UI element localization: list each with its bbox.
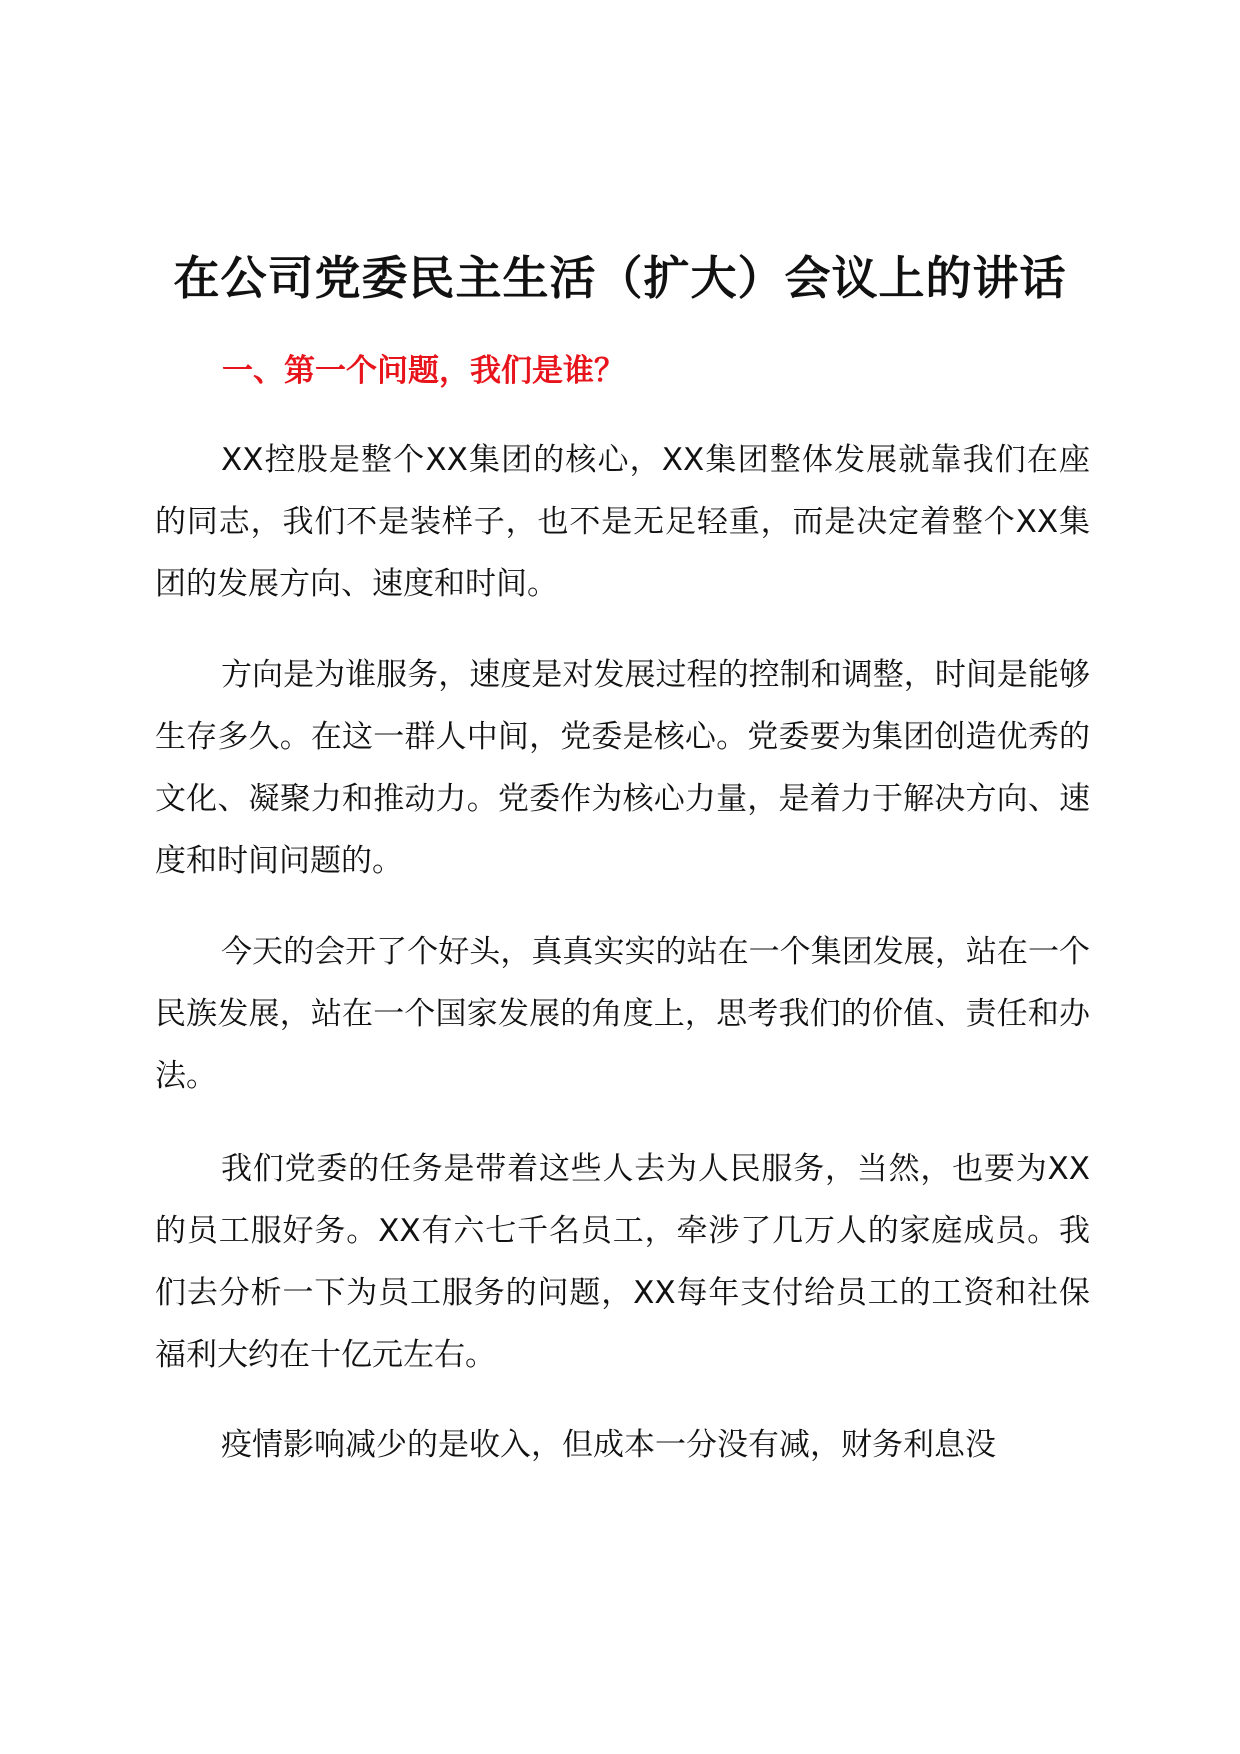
section-heading: 一、第一个问题，我们是谁？ xyxy=(222,353,625,389)
body-paragraph: 方向是为谁服务，速度是对发展过程的控制和调整，时间是能够生存多久。在这一群人中间，党委是核心。党委要为集团创造优秀的文化、凝聚力和推动力。党委作为核心力量，是着力于解决方向、速度和时间问题的。 xyxy=(155,657,1090,879)
body-paragraph: 疫情影响减少的是收入，但成本一分没有减，财务利息没 xyxy=(221,1427,996,1463)
body-paragraph: 我们党委的任务是带着这些人去为人民服务，当然，也要为XX的员工服好务。XX有六七千名员工，牵涉了几万人的家庭成员。我们去分析一下为员工服务的问题，XX每年支付给员工的工资和社保福利大约在十亿元左右。 xyxy=(155,1151,1090,1373)
document-title: 在公司党委民主生活（扩大）会议上的讲话 xyxy=(173,251,1067,305)
body-paragraph: 今天的会开了个好头，真真实实的站在一个集团发展，站在一个民族发展，站在一个国家发展的角度上，思考我们的价值、责任和办法。 xyxy=(155,934,1090,1094)
body-paragraph: XX控股是整个XX集团的核心，XX集团整体发展就靠我们在座的同志，我们不是装样子，也不是无足轻重，而是决定着整个XX集团的发展方向、速度和时间。 xyxy=(155,442,1090,602)
